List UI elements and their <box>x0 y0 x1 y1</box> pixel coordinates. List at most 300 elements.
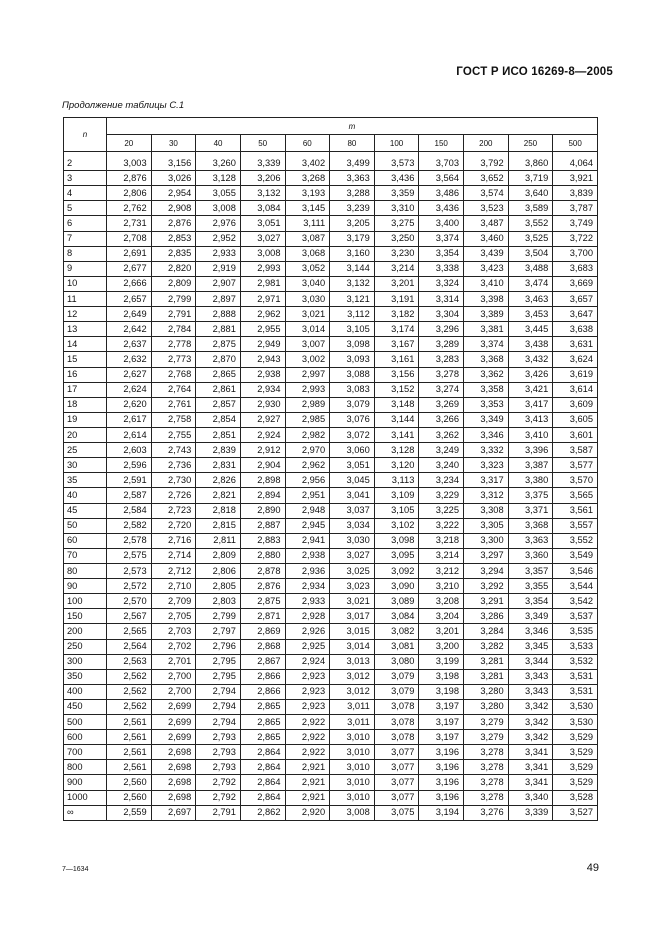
value-cell: 2,815 <box>196 518 241 533</box>
n-value-cell: 12 <box>64 307 107 322</box>
value-cell: 3,145 <box>285 201 330 216</box>
table-row <box>64 246 598 261</box>
value-cell: 2,938 <box>285 548 330 563</box>
value-cell: 3,787 <box>553 201 598 216</box>
value-cell: 2,637 <box>107 337 152 352</box>
value-cell: 3,015 <box>330 624 375 639</box>
value-cell: 3,051 <box>240 216 285 231</box>
value-cell: 2,921 <box>285 760 330 775</box>
value-cell: 3,359 <box>374 186 419 201</box>
value-cell: 3,128 <box>196 171 241 186</box>
value-cell: 3,289 <box>419 337 464 352</box>
value-cell: 2,793 <box>196 730 241 745</box>
m-value-header: 40 <box>196 135 241 152</box>
table-row <box>64 427 598 442</box>
value-cell: 2,826 <box>196 473 241 488</box>
value-cell: 2,657 <box>107 291 152 306</box>
value-cell: 3,532 <box>553 654 598 669</box>
table-row <box>64 231 598 246</box>
value-cell: 2,864 <box>240 760 285 775</box>
value-cell: 2,561 <box>107 715 152 730</box>
value-cell: 3,499 <box>330 152 375 171</box>
value-cell: 3,344 <box>508 654 553 669</box>
value-cell: 2,562 <box>107 669 152 684</box>
m-value-header: 30 <box>151 135 196 152</box>
page-number: 49 <box>586 862 599 874</box>
table-row <box>64 624 598 639</box>
n-column-header: n <box>64 118 107 152</box>
value-cell: 3,007 <box>285 337 330 352</box>
value-cell: 2,933 <box>196 246 241 261</box>
value-cell: 3,030 <box>285 291 330 306</box>
value-cell: 3,026 <box>151 171 196 186</box>
value-cell: 3,432 <box>508 352 553 367</box>
value-cell: 3,614 <box>553 382 598 397</box>
value-cell: 2,864 <box>240 775 285 790</box>
value-cell: 3,640 <box>508 186 553 201</box>
value-cell: 3,324 <box>419 276 464 291</box>
value-cell: 3,368 <box>508 518 553 533</box>
value-cell: 3,191 <box>374 291 419 306</box>
value-cell: 2,876 <box>151 216 196 231</box>
value-cell: 3,204 <box>419 609 464 624</box>
value-cell: 2,887 <box>240 518 285 533</box>
value-cell: 3,542 <box>553 594 598 609</box>
value-cell: 2,768 <box>151 367 196 382</box>
value-cell: 2,820 <box>151 261 196 276</box>
n-value-cell: 45 <box>64 503 107 518</box>
value-cell: 2,839 <box>196 443 241 458</box>
value-cell: 2,924 <box>240 427 285 442</box>
value-cell: 3,281 <box>464 654 509 669</box>
n-value-cell: 400 <box>64 684 107 699</box>
value-cell: 2,584 <box>107 503 152 518</box>
value-cell: 2,561 <box>107 730 152 745</box>
value-cell: 2,898 <box>240 473 285 488</box>
value-cell: 3,010 <box>330 745 375 760</box>
value-cell: 3,396 <box>508 443 553 458</box>
value-cell: 2,927 <box>240 412 285 427</box>
value-cell: 3,148 <box>374 397 419 412</box>
value-cell: 3,132 <box>240 186 285 201</box>
value-cell: 3,342 <box>508 699 553 714</box>
value-cell: 3,531 <box>553 669 598 684</box>
value-cell: 3,371 <box>508 503 553 518</box>
n-value-cell: 500 <box>64 715 107 730</box>
n-value-cell: 150 <box>64 609 107 624</box>
value-cell: 3,075 <box>374 805 419 820</box>
m-value-header: 20 <box>107 135 152 152</box>
value-cell: 3,278 <box>464 760 509 775</box>
value-cell: 2,864 <box>240 745 285 760</box>
value-cell: 2,866 <box>240 684 285 699</box>
value-cell: 3,529 <box>553 745 598 760</box>
n-value-cell: 40 <box>64 488 107 503</box>
table-row <box>64 152 598 171</box>
value-cell: 2,562 <box>107 699 152 714</box>
value-cell: 2,922 <box>285 745 330 760</box>
value-cell: 3,132 <box>330 276 375 291</box>
table-header-row-m-values <box>64 135 598 152</box>
value-cell: 3,003 <box>107 152 152 171</box>
value-cell: 2,951 <box>285 488 330 503</box>
value-cell: 3,078 <box>374 730 419 745</box>
value-cell: 2,876 <box>240 579 285 594</box>
value-cell: 3,078 <box>374 715 419 730</box>
value-cell: 3,212 <box>419 563 464 578</box>
value-cell: 3,703 <box>419 152 464 171</box>
value-cell: 3,486 <box>419 186 464 201</box>
value-cell: 3,077 <box>374 790 419 805</box>
value-cell: 2,794 <box>196 715 241 730</box>
n-value-cell: 100 <box>64 594 107 609</box>
value-cell: 3,196 <box>419 775 464 790</box>
value-cell: 3,487 <box>464 216 509 231</box>
value-cell: 2,956 <box>285 473 330 488</box>
value-cell: 3,084 <box>240 201 285 216</box>
table-row <box>64 382 598 397</box>
n-value-cell: 30 <box>64 458 107 473</box>
value-cell: 2,907 <box>196 276 241 291</box>
value-cell: 3,410 <box>508 427 553 442</box>
n-value-cell: 200 <box>64 624 107 639</box>
value-cell: 2,971 <box>240 291 285 306</box>
value-cell: 2,864 <box>240 790 285 805</box>
value-cell: 2,708 <box>107 231 152 246</box>
value-cell: 3,314 <box>419 291 464 306</box>
value-cell: 3,225 <box>419 503 464 518</box>
value-cell: 2,649 <box>107 307 152 322</box>
value-cell: 3,300 <box>464 533 509 548</box>
value-cell: 3,113 <box>374 473 419 488</box>
n-value-cell: 70 <box>64 548 107 563</box>
value-cell: 3,700 <box>553 246 598 261</box>
table-row <box>64 518 598 533</box>
value-cell: 3,353 <box>464 397 509 412</box>
table-row <box>64 730 598 745</box>
value-cell: 3,410 <box>464 276 509 291</box>
n-value-cell: 19 <box>64 412 107 427</box>
value-cell: 3,128 <box>374 443 419 458</box>
value-cell: 2,854 <box>196 412 241 427</box>
value-cell: 3,529 <box>553 760 598 775</box>
value-cell: 3,282 <box>464 639 509 654</box>
table-row <box>64 563 598 578</box>
value-cell: 3,413 <box>508 412 553 427</box>
value-cell: 3,453 <box>508 307 553 322</box>
value-cell: 3,533 <box>553 639 598 654</box>
value-cell: 3,197 <box>419 730 464 745</box>
value-cell: 2,955 <box>240 322 285 337</box>
value-cell: 2,952 <box>196 231 241 246</box>
table-row <box>64 276 598 291</box>
value-cell: 3,052 <box>285 261 330 276</box>
value-cell: 3,092 <box>374 563 419 578</box>
value-cell: 2,794 <box>196 699 241 714</box>
value-cell: 2,723 <box>151 503 196 518</box>
value-cell: 2,870 <box>196 352 241 367</box>
value-cell: 3,439 <box>464 246 509 261</box>
value-cell: 2,698 <box>151 775 196 790</box>
value-cell: 3,749 <box>553 216 598 231</box>
value-cell: 3,341 <box>508 775 553 790</box>
value-cell: 2,792 <box>196 790 241 805</box>
table-header-row-m <box>64 118 598 135</box>
value-cell: 3,205 <box>330 216 375 231</box>
value-cell: 3,230 <box>374 246 419 261</box>
value-cell: 3,387 <box>508 458 553 473</box>
value-cell: 2,794 <box>196 684 241 699</box>
value-cell: 3,196 <box>419 745 464 760</box>
table-row <box>64 261 598 276</box>
value-cell: 2,880 <box>240 548 285 563</box>
value-cell: 2,698 <box>151 790 196 805</box>
value-cell: 2,697 <box>151 805 196 820</box>
value-cell: 3,860 <box>508 152 553 171</box>
value-cell: 3,363 <box>508 533 553 548</box>
value-cell: 2,755 <box>151 427 196 442</box>
table-row <box>64 760 598 775</box>
value-cell: 3,076 <box>330 412 375 427</box>
value-cell: 2,943 <box>240 352 285 367</box>
value-cell: 3,010 <box>330 775 375 790</box>
value-cell: 2,985 <box>285 412 330 427</box>
value-cell: 3,375 <box>508 488 553 503</box>
value-cell: 3,574 <box>464 186 509 201</box>
m-value-header: 60 <box>285 135 330 152</box>
value-cell: 3,027 <box>240 231 285 246</box>
value-cell: 3,374 <box>419 231 464 246</box>
value-cell: 2,851 <box>196 427 241 442</box>
m-value-header: 50 <box>240 135 285 152</box>
value-cell: 3,081 <box>374 639 419 654</box>
value-cell: 3,345 <box>508 639 553 654</box>
table-row <box>64 322 598 337</box>
value-cell: 3,652 <box>464 171 509 186</box>
value-cell: 2,922 <box>285 730 330 745</box>
value-cell: 2,730 <box>151 473 196 488</box>
value-cell: 3,463 <box>508 291 553 306</box>
value-cell: 2,572 <box>107 579 152 594</box>
value-cell: 2,930 <box>240 397 285 412</box>
value-cell: 2,677 <box>107 261 152 276</box>
n-value-cell: 5 <box>64 201 107 216</box>
value-cell: 3,161 <box>374 352 419 367</box>
value-cell: 3,060 <box>330 443 375 458</box>
value-cell: 2,587 <box>107 488 152 503</box>
value-cell: 3,288 <box>330 186 375 201</box>
value-cell: 3,284 <box>464 624 509 639</box>
value-cell: 2,941 <box>285 533 330 548</box>
value-cell: 3,105 <box>330 322 375 337</box>
value-cell: 3,624 <box>553 352 598 367</box>
n-value-cell: 6 <box>64 216 107 231</box>
table-row <box>64 745 598 760</box>
value-cell: 3,156 <box>374 367 419 382</box>
value-cell: 3,087 <box>285 231 330 246</box>
value-cell: 3,283 <box>419 352 464 367</box>
value-cell: 3,570 <box>553 473 598 488</box>
value-cell: 3,573 <box>374 152 419 171</box>
value-cell: 2,793 <box>196 745 241 760</box>
value-cell: 3,312 <box>464 488 509 503</box>
value-cell: 3,417 <box>508 397 553 412</box>
value-cell: 2,796 <box>196 639 241 654</box>
document-standard-header: ГОСТ Р ИСО 16269-8—2005 <box>456 66 613 78</box>
value-cell: 3,078 <box>374 699 419 714</box>
value-cell: 2,614 <box>107 427 152 442</box>
value-cell: 3,343 <box>508 669 553 684</box>
n-value-cell: 50 <box>64 518 107 533</box>
value-cell: 3,354 <box>419 246 464 261</box>
value-cell: 2,565 <box>107 624 152 639</box>
n-value-cell: ∞ <box>64 805 107 820</box>
table-row <box>64 201 598 216</box>
m-value-header: 500 <box>553 135 598 152</box>
value-cell: 3,340 <box>508 790 553 805</box>
value-cell: 3,279 <box>464 730 509 745</box>
value-cell: 3,013 <box>330 654 375 669</box>
value-cell: 3,360 <box>508 548 553 563</box>
value-cell: 3,111 <box>285 216 330 231</box>
value-cell: 2,982 <box>285 427 330 442</box>
value-cell: 2,703 <box>151 624 196 639</box>
table-row <box>64 171 598 186</box>
table-row <box>64 337 598 352</box>
value-cell: 3,152 <box>374 382 419 397</box>
value-cell: 2,881 <box>196 322 241 337</box>
value-cell: 3,077 <box>374 745 419 760</box>
n-value-cell: 90 <box>64 579 107 594</box>
value-cell: 2,954 <box>151 186 196 201</box>
value-cell: 3,011 <box>330 699 375 714</box>
value-cell: 3,218 <box>419 533 464 548</box>
value-cell: 2,861 <box>196 382 241 397</box>
value-cell: 3,199 <box>419 654 464 669</box>
value-cell: 3,174 <box>374 322 419 337</box>
value-cell: 3,445 <box>508 322 553 337</box>
value-cell: 2,624 <box>107 382 152 397</box>
value-cell: 2,821 <box>196 488 241 503</box>
value-cell: 3,297 <box>464 548 509 563</box>
m-value-header: 250 <box>508 135 553 152</box>
value-cell: 3,141 <box>374 427 419 442</box>
m-value-header: 150 <box>419 135 464 152</box>
value-cell: 2,928 <box>285 609 330 624</box>
value-cell: 3,341 <box>508 760 553 775</box>
value-cell: 3,120 <box>374 458 419 473</box>
value-cell: 3,921 <box>553 171 598 186</box>
value-cell: 2,699 <box>151 699 196 714</box>
n-value-cell: 450 <box>64 699 107 714</box>
table-row <box>64 488 598 503</box>
value-cell: 2,926 <box>285 624 330 639</box>
value-cell: 2,709 <box>151 594 196 609</box>
value-cell: 3,088 <box>330 367 375 382</box>
value-cell: 3,460 <box>464 231 509 246</box>
value-cell: 3,587 <box>553 443 598 458</box>
value-cell: 3,374 <box>464 337 509 352</box>
table-row <box>64 443 598 458</box>
value-cell: 2,865 <box>196 367 241 382</box>
table-row <box>64 775 598 790</box>
table-row <box>64 579 598 594</box>
value-cell: 2,938 <box>240 367 285 382</box>
n-value-cell: 25 <box>64 443 107 458</box>
value-cell: 2,560 <box>107 790 152 805</box>
value-cell: 2,743 <box>151 443 196 458</box>
value-cell: 3,525 <box>508 231 553 246</box>
value-cell: 2,875 <box>240 594 285 609</box>
m-value-header: 200 <box>464 135 509 152</box>
value-cell: 2,923 <box>285 699 330 714</box>
value-cell: 2,883 <box>240 533 285 548</box>
value-cell: 3,368 <box>464 352 509 367</box>
value-cell: 3,010 <box>330 790 375 805</box>
value-cell: 3,041 <box>330 488 375 503</box>
value-cell: 2,949 <box>240 337 285 352</box>
value-cell: 3,546 <box>553 563 598 578</box>
value-cell: 3,657 <box>553 291 598 306</box>
value-cell: 3,068 <box>285 246 330 261</box>
value-cell: 3,193 <box>285 186 330 201</box>
value-cell: 3,402 <box>285 152 330 171</box>
value-cell: 2,591 <box>107 473 152 488</box>
value-cell: 3,011 <box>330 715 375 730</box>
value-cell: 3,294 <box>464 563 509 578</box>
value-cell: 2,866 <box>240 669 285 684</box>
n-value-cell: 700 <box>64 745 107 760</box>
value-cell: 3,552 <box>553 533 598 548</box>
value-cell: 4,064 <box>553 152 598 171</box>
value-cell: 3,278 <box>464 790 509 805</box>
value-cell: 2,890 <box>240 503 285 518</box>
value-cell: 3,266 <box>419 412 464 427</box>
value-cell: 3,398 <box>464 291 509 306</box>
value-cell: 2,962 <box>240 307 285 322</box>
value-cell: 3,112 <box>330 307 375 322</box>
value-cell: 2,702 <box>151 639 196 654</box>
value-cell: 3,722 <box>553 231 598 246</box>
value-cell: 2,792 <box>196 775 241 790</box>
value-cell: 2,699 <box>151 715 196 730</box>
critical-values-table <box>63 117 598 821</box>
value-cell: 2,698 <box>151 745 196 760</box>
value-cell: 3,197 <box>419 715 464 730</box>
value-cell: 3,577 <box>553 458 598 473</box>
n-value-cell: 60 <box>64 533 107 548</box>
value-cell: 3,564 <box>419 171 464 186</box>
value-cell: 3,342 <box>508 715 553 730</box>
value-cell: 3,182 <box>374 307 419 322</box>
value-cell: 3,529 <box>553 730 598 745</box>
value-cell: 3,436 <box>419 201 464 216</box>
value-cell: 2,701 <box>151 654 196 669</box>
value-cell: 3,198 <box>419 684 464 699</box>
value-cell: 2,934 <box>285 579 330 594</box>
value-cell: 3,222 <box>419 518 464 533</box>
value-cell: 3,544 <box>553 579 598 594</box>
value-cell: 3,304 <box>419 307 464 322</box>
value-cell: 3,090 <box>374 579 419 594</box>
value-cell: 2,793 <box>196 760 241 775</box>
value-cell: 3,079 <box>374 684 419 699</box>
value-cell: 3,080 <box>374 654 419 669</box>
table-row <box>64 367 598 382</box>
value-cell: 3,792 <box>464 152 509 171</box>
value-cell: 2,934 <box>240 382 285 397</box>
m-group-header: m <box>107 118 598 135</box>
